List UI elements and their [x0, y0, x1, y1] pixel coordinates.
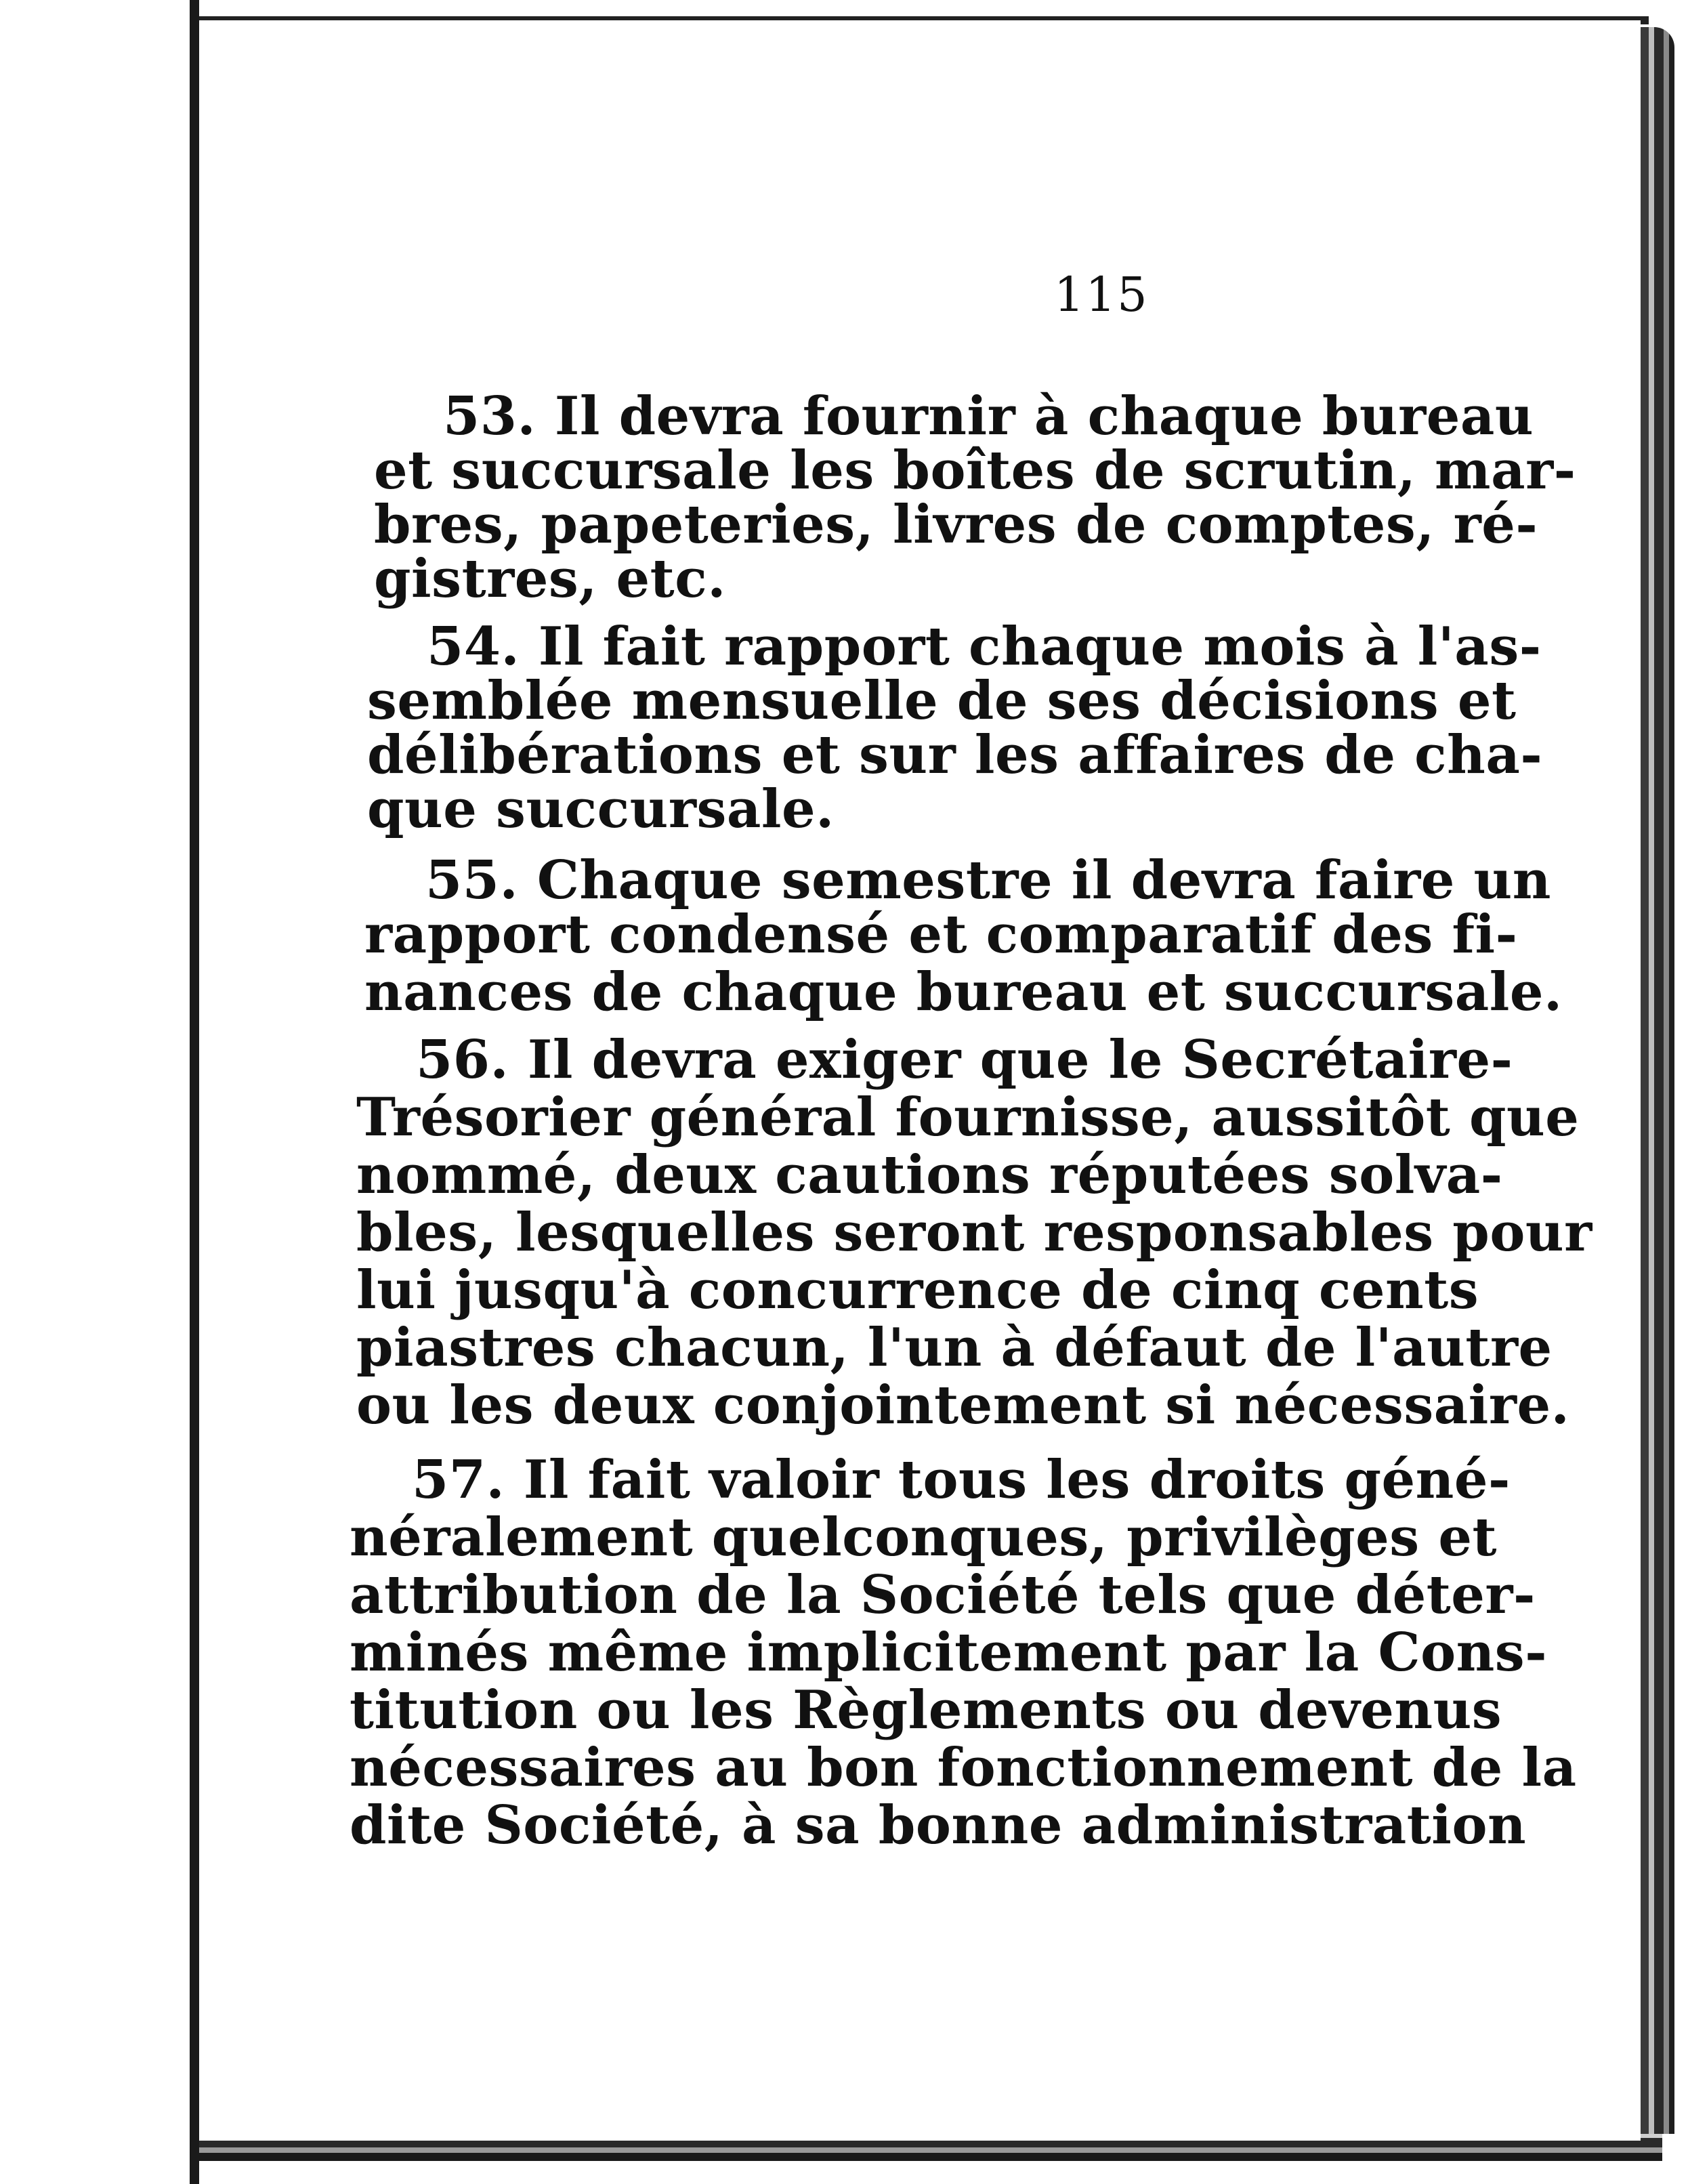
- text-line: néralement quelconques, privilèges et: [350, 1507, 1497, 1568]
- text-line: titution ou les Règlements ou devenus: [350, 1679, 1502, 1741]
- text-line: nances de chaque bureau et succursale.: [364, 961, 1563, 1023]
- scan-left-margin: [0, 0, 190, 2184]
- text-line: lui jusqu'à concurrence de cinq cents: [356, 1259, 1479, 1321]
- text-line: bres, papeteries, livres de comptes, ré-: [374, 494, 1538, 555]
- text-line: piastres chacun, l'un à défaut de l'autre: [356, 1317, 1553, 1379]
- text-line: 54. Il fait rapport chaque mois à l'as-: [427, 616, 1542, 677]
- text-line: 55. Chaque semestre il devra faire un: [425, 849, 1551, 911]
- book-spine-edge: [190, 0, 199, 2184]
- page-right-edge: [1641, 27, 1674, 2134]
- text-line: minés même implicitement par la Cons-: [350, 1622, 1548, 1683]
- text-line: attribution de la Société tels que déter-: [350, 1564, 1536, 1626]
- text-line: Trésorier général fournisse, aussitôt que: [356, 1087, 1580, 1148]
- text-line: gistres, etc.: [374, 548, 726, 610]
- text-line: 56. Il devra exiger que le Secrétaire-: [416, 1029, 1513, 1091]
- text-line: que succursale.: [367, 778, 835, 840]
- text-line: et succursale les boîtes de scrutin, mar-: [374, 440, 1576, 501]
- text-line: semblée mensuelle de ses décisions et: [367, 670, 1517, 732]
- text-line: délibérations et sur les affaires de cha-: [367, 724, 1543, 786]
- book-page: [199, 20, 1641, 2141]
- page-number: 115: [1054, 267, 1149, 322]
- text-line: dite Société, à sa bonne administration: [350, 1794, 1527, 1856]
- text-line: bles, lesquelles seront responsables pour: [356, 1202, 1592, 1263]
- text-line: ou les deux conjointement si nécessaire.: [356, 1374, 1570, 1436]
- text-line: rapport condensé et comparatif des fi-: [364, 904, 1518, 965]
- text-line: 57. Il fait valoir tous les droits géné-: [412, 1449, 1511, 1511]
- text-line: 53. Il devra fournir à chaque bureau: [443, 385, 1534, 447]
- text-line: nécessaires au bon fonctionnement de la: [350, 1737, 1577, 1799]
- text-line: nommé, deux cautions réputées solva-: [356, 1144, 1503, 1206]
